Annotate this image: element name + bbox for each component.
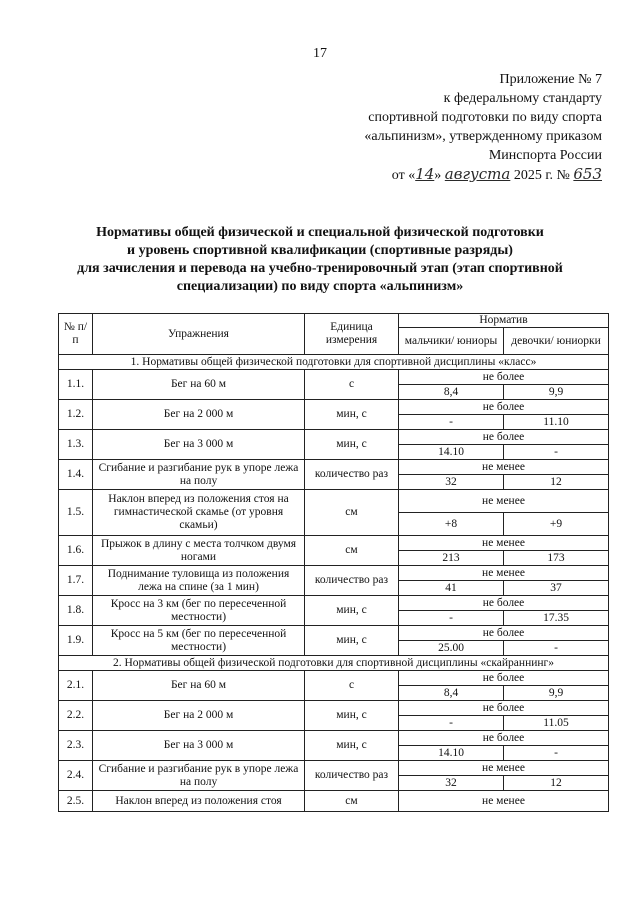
row-condition: не менее — [399, 761, 609, 776]
section-title: 1. Нормативы общей физической подготовки для спортивной дисциплины «класс» — [59, 355, 609, 370]
row-condition: не более — [399, 400, 609, 415]
row-unit: с — [305, 370, 399, 400]
title-line: и уровень спортивной квалификации (спортивные разряды) — [127, 243, 513, 258]
row-condition: не менее — [399, 566, 609, 581]
row-number: 2.4. — [59, 761, 93, 791]
row-number: 1.3. — [59, 430, 93, 460]
row-exercise: Бег на 3 000 м — [93, 731, 305, 761]
row-exercise: Сгибание и разгибание рук в упоре лежа на полу — [93, 761, 305, 791]
row-exercise: Бег на 60 м — [93, 370, 305, 400]
standards-table — [58, 313, 609, 812]
row-girls-value: 11.05 — [504, 716, 609, 731]
row-condition: не менее — [399, 490, 609, 513]
row-unit: количество раз — [305, 761, 399, 791]
header-exercise: Упражнения — [93, 314, 305, 355]
row-unit: количество раз — [305, 566, 399, 596]
document-title — [40, 224, 600, 296]
row-boys-value: 25.00 — [399, 641, 504, 656]
annex-line: к федеральному стандарту — [443, 91, 602, 106]
row-number: 1.9. — [59, 626, 93, 656]
row-girls-value: 37 — [504, 581, 609, 596]
row-exercise: Кросс на 5 км (бег по пересеченной местности) — [93, 626, 305, 656]
row-condition: не более — [399, 626, 609, 641]
row-exercise: Поднимание туловища из положения лежа на спине (за 1 мин) — [93, 566, 305, 596]
row-unit: мин, с — [305, 701, 399, 731]
row-exercise: Сгибание и разгибание рук в упоре лежа на полу — [93, 460, 305, 490]
row-number: 2.3. — [59, 731, 93, 761]
annex-line: «альпинизм», утвержденному приказом — [364, 129, 602, 144]
date-month: августа — [444, 165, 511, 183]
section-title: 2. Нормативы общей физической подготовки для спортивной дисциплины «скайраннинг» — [59, 656, 609, 671]
row-number: 2.1. — [59, 671, 93, 701]
row-number: 1.6. — [59, 536, 93, 566]
row-boys-value: - — [399, 415, 504, 430]
row-boys-value: - — [399, 716, 504, 731]
page-number: 17 — [313, 46, 327, 61]
header-num: № п/п — [59, 314, 93, 355]
row-girls-value: - — [504, 445, 609, 460]
date-day: 14 — [415, 165, 435, 183]
header-boys: мальчики/ юниоры — [399, 328, 504, 355]
date-year: 2025 г. № — [513, 168, 570, 183]
date-close: » — [434, 168, 442, 183]
row-condition: не менее — [399, 460, 609, 475]
row-unit: см — [305, 536, 399, 566]
row-exercise: Наклон вперед из положения стоя — [93, 791, 305, 812]
row-number: 1.4. — [59, 460, 93, 490]
row-condition: не более — [399, 731, 609, 746]
row-unit: см — [305, 791, 399, 812]
row-boys-value: 14.10 — [399, 445, 504, 460]
row-exercise: Бег на 2 000 м — [93, 400, 305, 430]
row-unit: мин, с — [305, 430, 399, 460]
row-boys-value: 213 — [399, 551, 504, 566]
row-girls-value: 9,9 — [504, 686, 609, 701]
row-unit: с — [305, 671, 399, 701]
row-exercise: Кросс на 3 км (бег по пересеченной местности) — [93, 596, 305, 626]
row-number: 1.5. — [59, 490, 93, 536]
row-girls-value: 11.10 — [504, 415, 609, 430]
row-exercise: Бег на 60 м — [93, 671, 305, 701]
row-exercise: Бег на 3 000 м — [93, 430, 305, 460]
row-unit: количество раз — [305, 460, 399, 490]
row-girls-value: 17.35 — [504, 611, 609, 626]
row-exercise: Бег на 2 000 м — [93, 701, 305, 731]
row-girls-value: - — [504, 641, 609, 656]
annex-block — [302, 70, 602, 185]
row-condition: не более — [399, 671, 609, 686]
row-boys-value: 8,4 — [399, 686, 504, 701]
row-boys-value: 41 — [399, 581, 504, 596]
row-condition: не менее — [399, 791, 609, 812]
row-boys-value: +8 — [399, 513, 504, 536]
order-number: 653 — [573, 165, 602, 183]
row-girls-value: 9,9 — [504, 385, 609, 400]
row-condition: не более — [399, 701, 609, 716]
row-boys-value: 14.10 — [399, 746, 504, 761]
row-number: 1.1. — [59, 370, 93, 400]
row-boys-value: - — [399, 611, 504, 626]
row-unit: мин, с — [305, 596, 399, 626]
row-condition: не более — [399, 596, 609, 611]
row-girls-value: 173 — [504, 551, 609, 566]
date-prefix: от « — [391, 168, 416, 183]
annex-line: Приложение № 7 — [499, 72, 602, 87]
row-girls-value: - — [504, 746, 609, 761]
row-unit: мин, с — [305, 731, 399, 761]
annex-line: Минспорта России — [488, 148, 602, 163]
annex-line: спортивной подготовки по виду спорта — [368, 110, 602, 125]
row-exercise: Наклон вперед из положения стоя на гимнастической скамье (от уровня скамьи) — [93, 490, 305, 536]
row-number: 1.7. — [59, 566, 93, 596]
row-girls-value: 12 — [504, 776, 609, 791]
row-unit: мин, с — [305, 400, 399, 430]
row-condition: не более — [399, 370, 609, 385]
row-number: 2.5. — [59, 791, 93, 812]
row-number: 1.8. — [59, 596, 93, 626]
header-norm: Норматив — [399, 314, 609, 328]
row-exercise: Прыжок в длину с места толчком двумя ногами — [93, 536, 305, 566]
row-unit: мин, с — [305, 626, 399, 656]
row-condition: не менее — [399, 536, 609, 551]
title-line: для зачисления и перевода на учебно-тренировочный этап (этап спортивной — [77, 261, 563, 276]
row-unit: см — [305, 490, 399, 536]
header-girls: девочки/ юниорки — [504, 328, 609, 355]
row-condition: не более — [399, 430, 609, 445]
row-girls-value: +9 — [504, 513, 609, 536]
annex-date-line — [302, 165, 602, 185]
row-boys-value: 32 — [399, 776, 504, 791]
row-boys-value: 8,4 — [399, 385, 504, 400]
row-boys-value: 32 — [399, 475, 504, 490]
row-number: 2.2. — [59, 701, 93, 731]
row-girls-value: 12 — [504, 475, 609, 490]
title-line: Нормативы общей физической и специальной физической подготовки — [96, 225, 544, 240]
title-line: специализации) по виду спорта «альпинизм» — [176, 279, 464, 294]
header-unit: Единица измерения — [305, 314, 399, 355]
row-number: 1.2. — [59, 400, 93, 430]
